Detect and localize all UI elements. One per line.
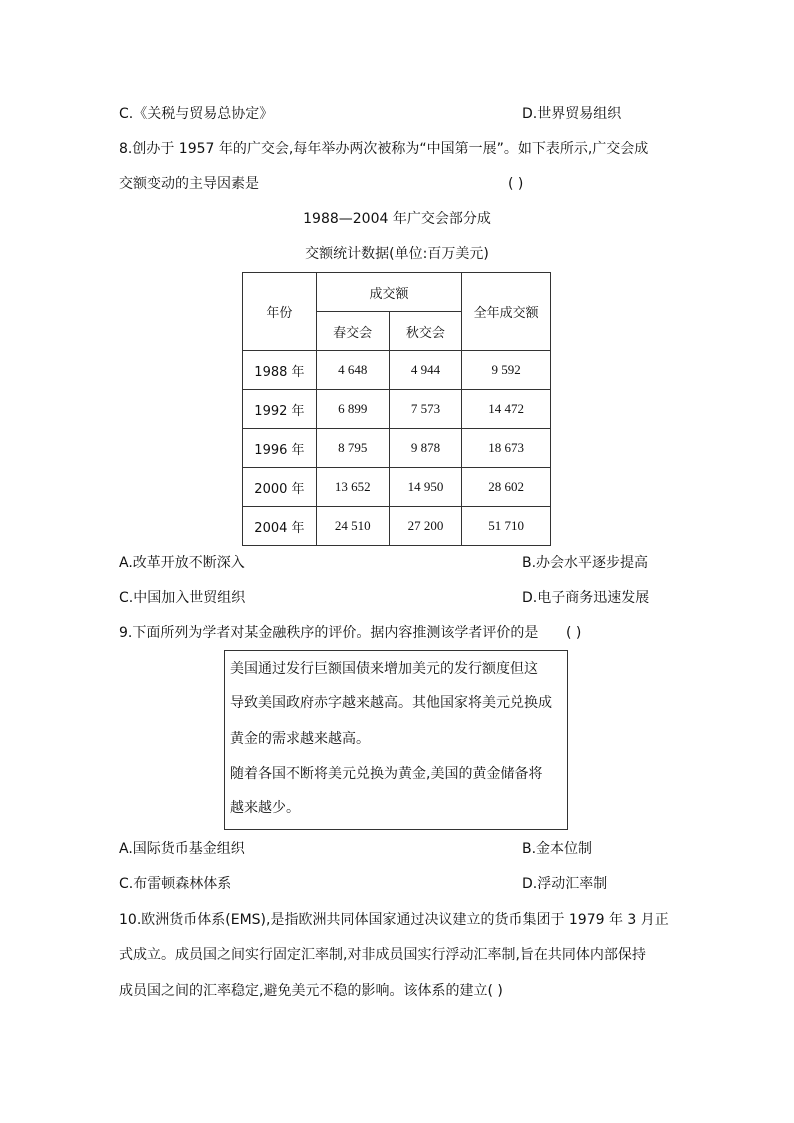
quote-line: 美国通过发行巨额国债来增加美元的发行额度但这 (230, 661, 538, 677)
quote-line: 越来越少。 (230, 800, 300, 816)
q9-option-a: A.国际货币基金组织 (119, 841, 245, 857)
header-spring: 春交会 (316, 312, 389, 351)
header-total: 全年成交额 (462, 273, 551, 351)
q8-option-d: D.电子商务迅速发展 (522, 590, 650, 606)
q8-stem-line2: 交额变动的主导因素是 (119, 176, 259, 192)
table-title-line2: 交额统计数据(单位:百万美元) (305, 246, 489, 262)
q10-stem-line2: 式成立。成员国之间实行固定汇率制,对非成员国实行浮动汇率制,旨在共同体内部保持 (119, 947, 646, 963)
cell-year: 2004 年 (243, 507, 317, 546)
cell-year: 1996 年 (243, 429, 317, 468)
q10-stem-line3: 成员国之间的汇率稳定,避免美元不稳的影响。该体系的建立( ) (119, 983, 503, 999)
canton-fair-table (242, 272, 551, 546)
q7-option-d: D.世界贸易组织 (522, 106, 622, 122)
cell-total: 9 592 (462, 351, 551, 390)
quote-line: 导致美国政府赤字越来越高。其他国家将美元兑换成 (230, 695, 552, 711)
cell-autumn: 14 950 (389, 468, 462, 507)
cell-spring: 13 652 (316, 468, 389, 507)
table-row (243, 507, 551, 546)
q10-stem-line1: 10.欧洲货币体系(EMS),是指欧洲共同体国家通过决议建立的货币集团于 1979 年 3 月正 (119, 912, 669, 928)
cell-total: 51 710 (462, 507, 551, 546)
cell-total: 28 602 (462, 468, 551, 507)
q7-option-c: C.《关税与贸易总协定》 (119, 106, 274, 122)
cell-autumn: 27 200 (389, 507, 462, 546)
q8-option-b: B.办会水平逐步提高 (522, 555, 649, 571)
cell-year: 1992 年 (243, 390, 317, 429)
header-autumn: 秋交会 (389, 312, 462, 351)
q9-option-d: D.浮动汇率制 (522, 876, 608, 892)
cell-total: 18 673 (462, 429, 551, 468)
q9-answer-paren: ( ) (566, 625, 582, 641)
q9-option-b: B.金本位制 (522, 841, 593, 857)
table-row (243, 429, 551, 468)
cell-spring: 24 510 (316, 507, 389, 546)
header-year: 年份 (243, 273, 317, 351)
cell-spring: 6 899 (316, 390, 389, 429)
q9-stem: 9.下面所列为学者对某金融秩序的评价。据内容推测该学者评价的是 (119, 625, 539, 641)
q9-quote-box (224, 650, 568, 830)
cell-spring: 4 648 (316, 351, 389, 390)
quote-line: 随着各国不断将美元兑换为黄金,美国的黄金储备将 (230, 766, 543, 782)
header-deal: 成交额 (316, 273, 462, 312)
q8-option-c: C.中国加入世贸组织 (119, 590, 246, 606)
table-row (243, 351, 551, 390)
table-row (243, 468, 551, 507)
q9-option-c: C.布雷顿森林体系 (119, 876, 232, 892)
cell-autumn: 7 573 (389, 390, 462, 429)
cell-spring: 8 795 (316, 429, 389, 468)
q8-option-a: A.改革开放不断深入 (119, 555, 245, 571)
q8-stem-line1: 8.创办于 1957 年的广交会,每年举办两次被称为“中国第一展”。如下表所示,广交会成 (119, 141, 649, 157)
cell-year: 1988 年 (243, 351, 317, 390)
cell-year: 2000 年 (243, 468, 317, 507)
cell-autumn: 4 944 (389, 351, 462, 390)
table-row (243, 390, 551, 429)
q8-answer-paren: ( ) (508, 176, 524, 192)
cell-total: 14 472 (462, 390, 551, 429)
table-title-line1: 1988—2004 年广交会部分成 (303, 211, 491, 227)
quote-line: 黄金的需求越来越高。 (230, 731, 370, 747)
cell-autumn: 9 878 (389, 429, 462, 468)
